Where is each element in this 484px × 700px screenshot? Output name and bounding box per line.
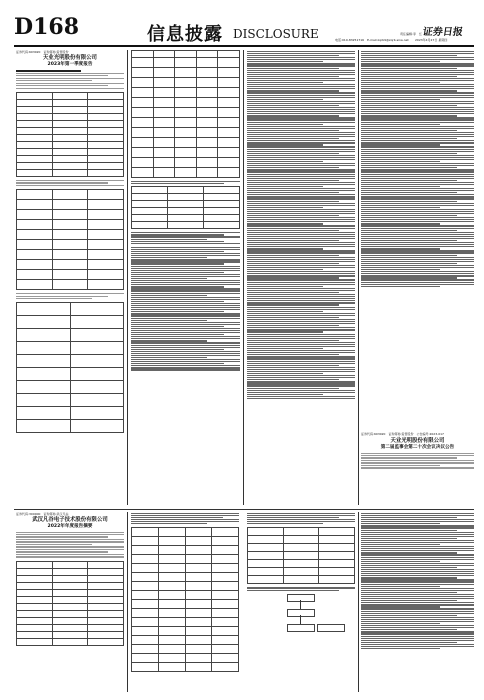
stock-code: 证券代码:603020 证券简称:爱普股份 公告编号:2023-017 [361,432,444,436]
column-divider [243,50,244,505]
stock-code: 证券代码:603020 证券简称:爱普股份 [16,50,69,54]
annual-report-continued [131,512,355,692]
financial-table [131,50,240,178]
report-title: 2023年第一季度报告 [47,61,93,67]
stock-code: 证券代码:300000 证券简称:武汉凡谷 [16,512,69,516]
org-chart [247,594,355,636]
financial-table [131,527,239,672]
contact-info: 电话:010-83251716 E-mail:zqrb9@zqrb.sina.net [335,38,409,42]
editor-credit: 责任编辑:李 红 [400,32,423,36]
section-title-en: DISCLOSURE [233,27,319,41]
issue-date: 2023年4月27日 星期四 [415,38,448,42]
company-name: 天业光明股份有限公司 [390,438,445,444]
cash-flow-column [361,50,474,340]
section-divider [14,509,474,510]
resolution-continued [361,512,474,692]
page-number: D168 [14,14,80,40]
shareholder-table [16,302,124,433]
announcement-q1-report [16,50,124,505]
newspaper-logo: 证券日报 [421,27,464,38]
financial-table [16,189,124,290]
notice-title: 第二届监事会第二十次会议决议公告 [380,444,455,450]
company-name: 武汉凡谷电子技术股份有限公司 [32,517,108,523]
q1-report-continued [131,50,240,505]
financial-table [247,527,355,584]
announcement-annual-summary [16,512,124,692]
section-title: 信息披露 [147,24,223,45]
column-divider [358,50,359,505]
notice-body [16,70,124,89]
financial-table [131,186,240,229]
financial-table [16,561,124,646]
financial-table [16,92,124,177]
company-name: 天业光明股份有限公司 [43,55,97,61]
announcement-board-resolution [361,432,474,507]
report-title: 2022年年度报告摘要 [47,523,93,529]
column-divider [127,512,128,692]
column-divider [127,50,128,505]
masthead [0,0,484,45]
column-divider [358,512,359,692]
balance-sheet-column [247,50,355,505]
masthead-rule [14,45,474,47]
